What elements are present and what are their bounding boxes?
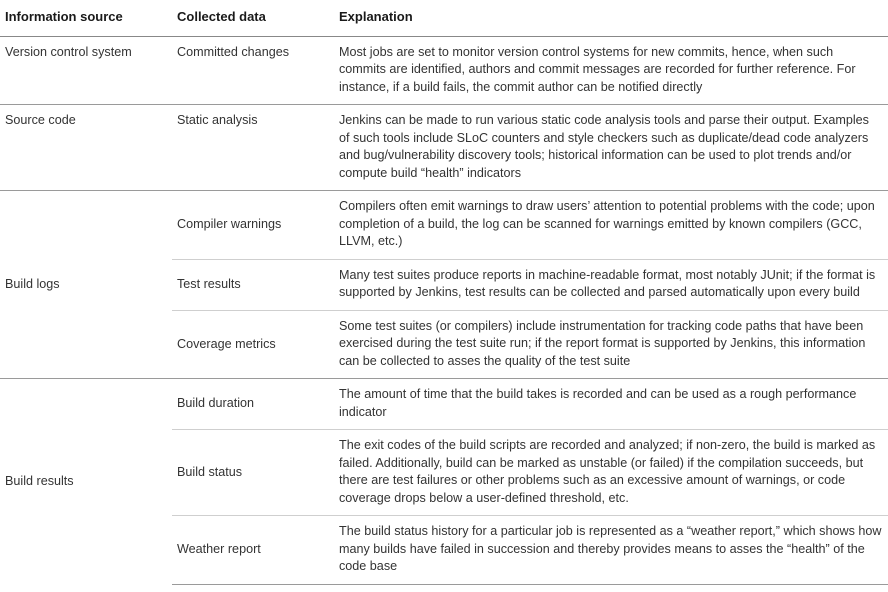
information-source-cell: Build results	[0, 379, 172, 585]
header-information-source: Information source	[0, 0, 172, 36]
information-source-cell: Source code	[0, 105, 172, 191]
header-explanation: Explanation	[334, 0, 888, 36]
explanation-cell: Jenkins can be made to run various static code analysis tools and parse their output. Examples of such tools include SLoC counters and style checkers such as duplicate/dead code analyzers and bug/vulnerability discovery tools; historical information can be used to plot trends and/or compute build “health” indicators	[334, 105, 888, 191]
explanation-cell: The exit codes of the build scripts are recorded and analyzed; if non-zero, the build is marked as failed. Additionally, build can be marked as unstable (or failed) if the compilation succeeds, but there are test failures or other problems such as an excessive amount of warnings, or code coverage drops below a user-defined threshold, etc.	[334, 430, 888, 516]
header-collected-data: Collected data	[172, 0, 334, 36]
table-row	[0, 105, 888, 191]
explanation-cell: The build status history for a particular job is represented as a “weather report,” which shows how many builds have failed in succession and thereby provides means to asses the “health” of the code base	[334, 516, 888, 585]
information-source-cell: Version control system	[5, 44, 132, 59]
collected-data-cell: Compiler warnings	[172, 191, 334, 260]
explanation-cell: Compilers often emit warnings to draw users’ attention to potential problems with the code; upon completion of a build, the log can be scanned for warnings emitted by known compilers (GCC, LLVM, etc.)	[334, 191, 888, 260]
collected-data-cell: Committed changes	[177, 44, 289, 59]
explanation-cell: The amount of time that the build takes is recorded and can be used as a rough performance indicator	[334, 379, 888, 430]
collected-data-cell: Static analysis	[172, 105, 334, 191]
explanation-cell: Most jobs are set to monitor version control systems for new commits, hence, when such commits are identified, authors and commit messages are recorded for further reference. For instance, if a build fails, the commit author can be notified directly	[339, 44, 856, 94]
collected-data-cell: Coverage metrics	[172, 310, 334, 379]
information-source-cell: Build logs	[0, 191, 172, 379]
explanation-cell: Many test suites produce reports in machine-readable format, most notably JUnit; if the format is supported by Jenkins, test results can be collected and parsed automatically upon every build	[334, 259, 888, 310]
header-row	[0, 0, 888, 36]
table-row	[0, 191, 888, 260]
table-row	[0, 36, 888, 105]
collected-data-cell: Build status	[172, 430, 334, 516]
collected-data-cell: Test results	[172, 259, 334, 310]
explanation-cell: Some test suites (or compilers) include instrumentation for tracking code paths that have been exercised during the test suite run; if the report format is supported by Jenkins, this information can be collected to asses the quality of the test suite	[334, 310, 888, 379]
collected-data-cell: Build duration	[172, 379, 334, 430]
collected-data-cell: Weather report	[172, 516, 334, 585]
table-row	[0, 379, 888, 430]
